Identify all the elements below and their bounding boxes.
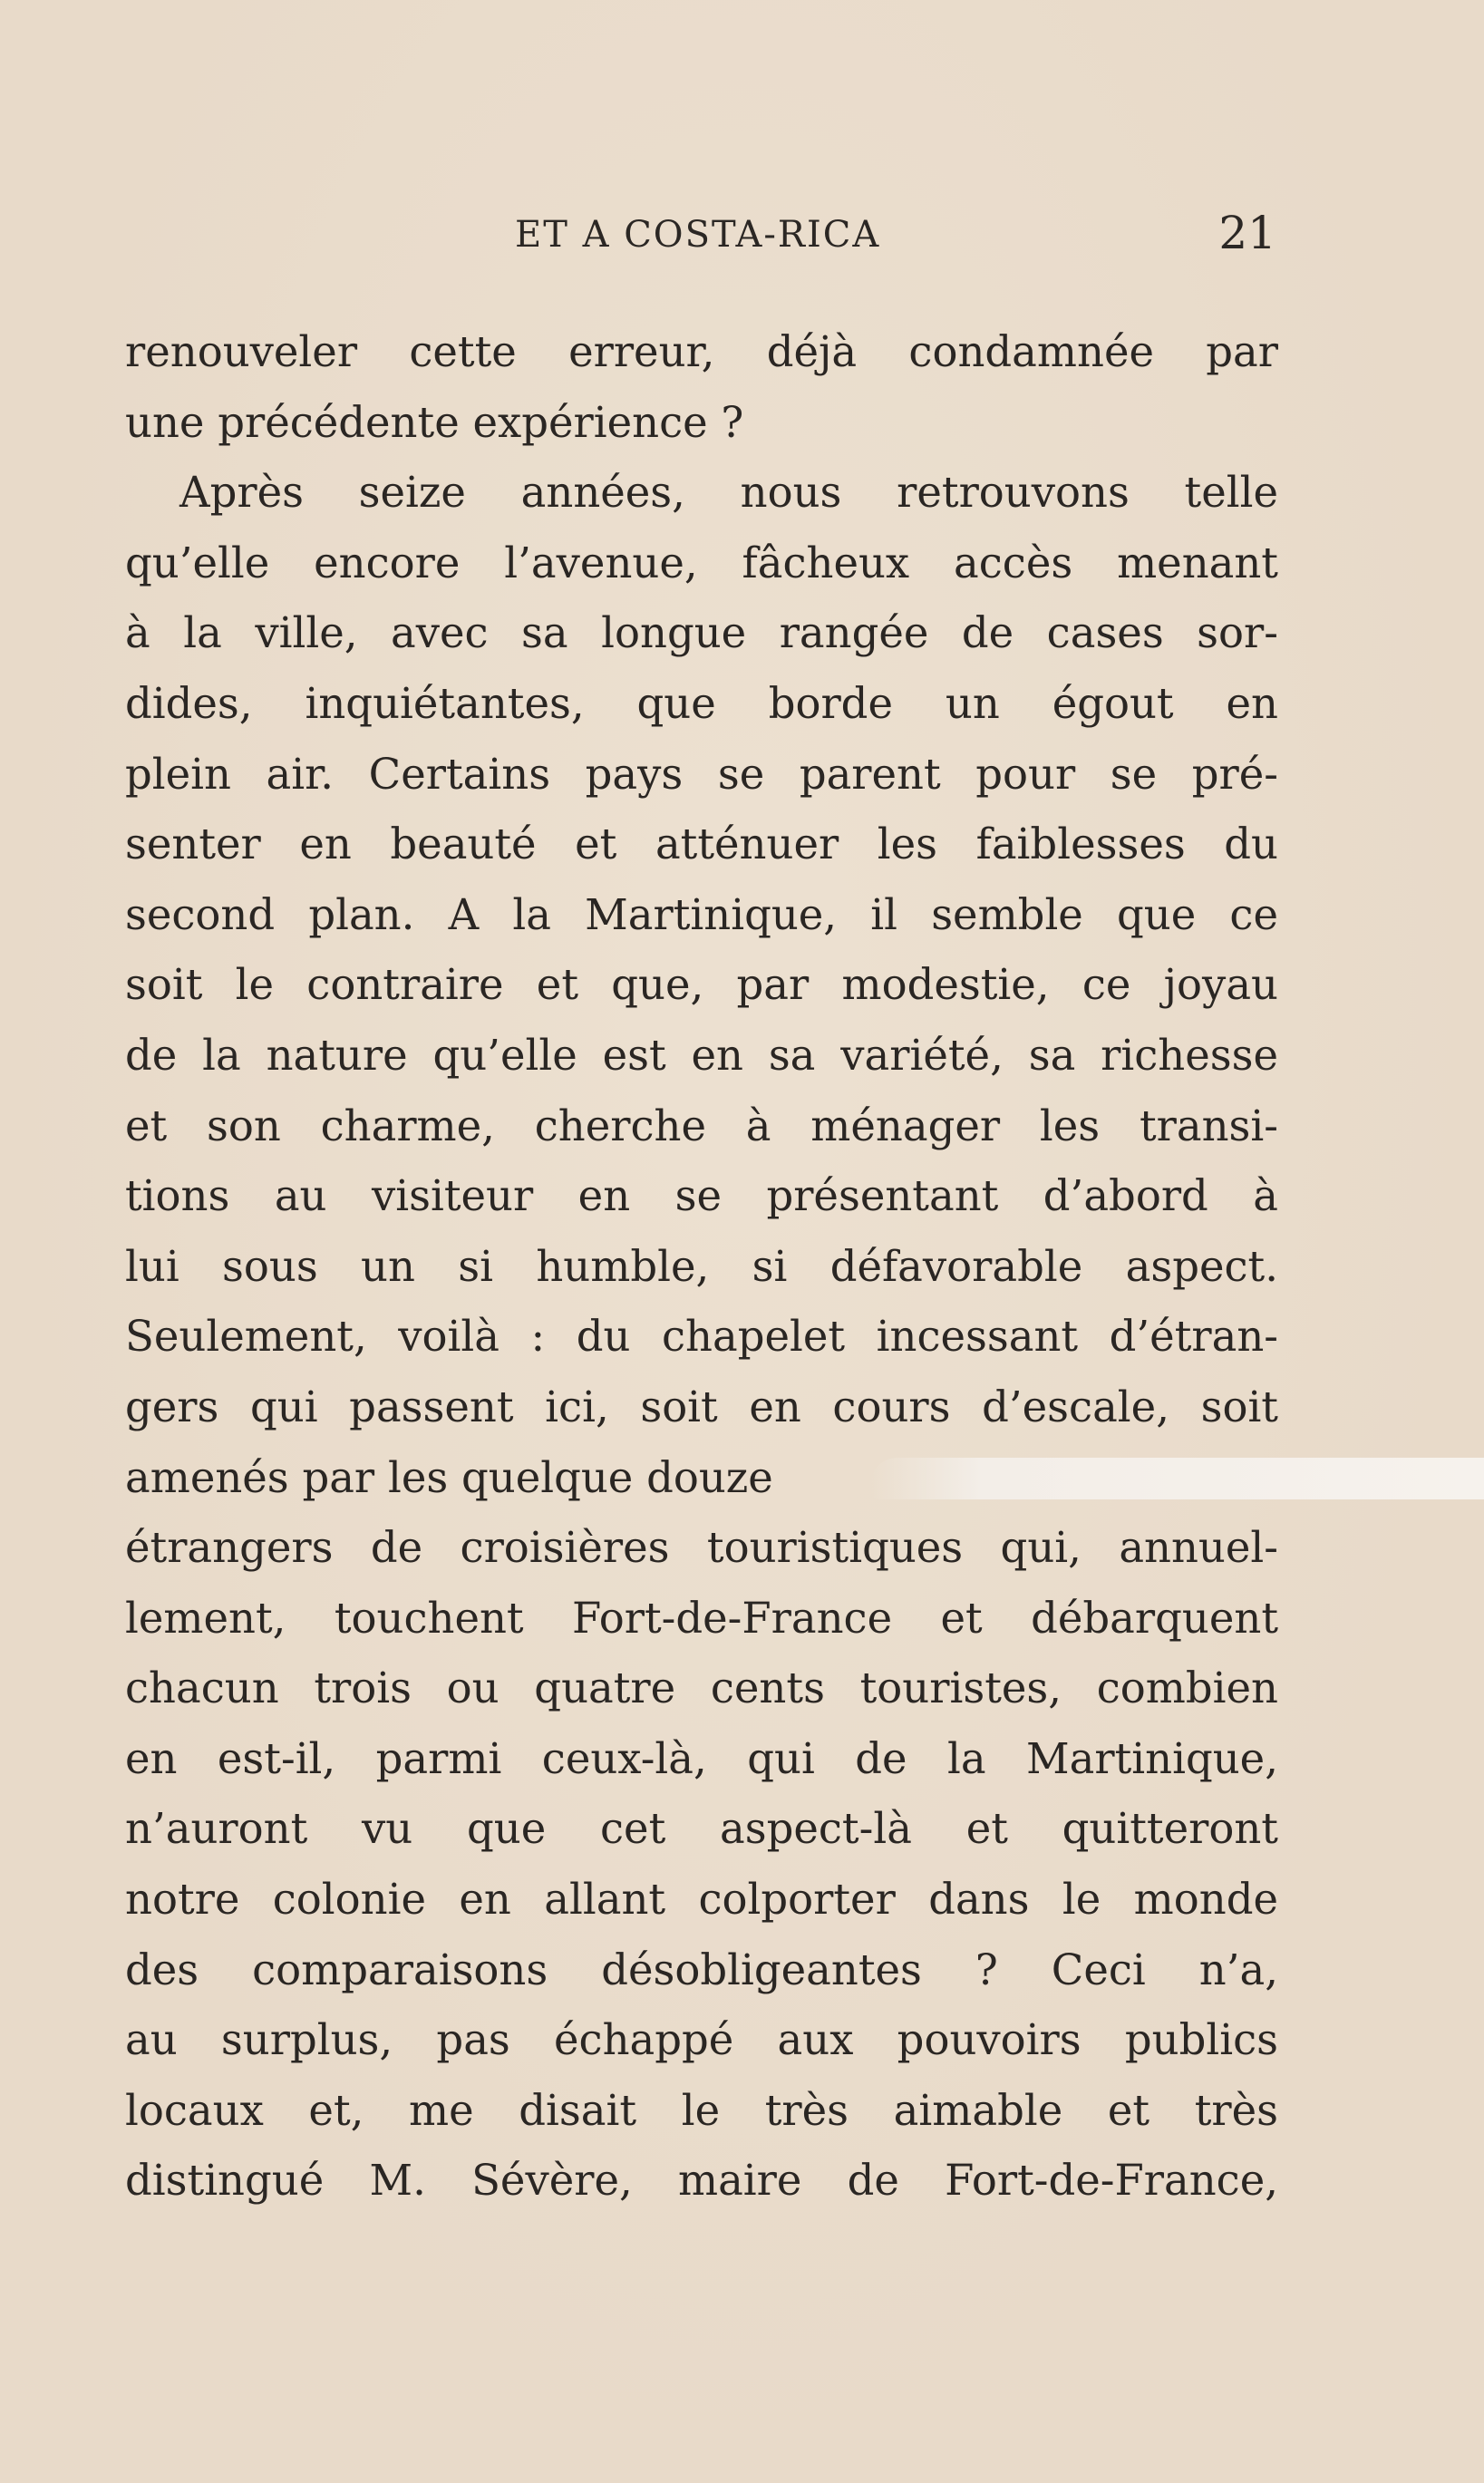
text-line: et son charme, cherche à ménager les transi- [125, 1101, 1278, 1150]
text-line: Après seize années, nous retrouvons telle [179, 468, 1278, 518]
text-line: soit le contraire et que, par modestie, ce joyau [125, 960, 1278, 1010]
page-header [125, 207, 1276, 270]
page-number: 21 [1218, 207, 1276, 259]
text-line: qu’elle encore l’avenue, fâcheux accès menant [125, 538, 1278, 587]
text-line: une précédente expérience ? [125, 397, 744, 447]
text-line: n’auront vu que cet aspect-là et quitteront [125, 1804, 1278, 1854]
text-line: plein air. Certains pays se parent pour se pré- [125, 749, 1278, 799]
text-line: à la ville, avec sa longue rangée de cases sor- [125, 608, 1278, 658]
text-line: en est-il, parmi ceux-là, qui de la Martinique, [125, 1733, 1278, 1783]
text-line: lui sous un si humble, si défavorable aspect. [125, 1241, 1278, 1291]
text-line: dides, inquiétantes, que borde un égout en [125, 678, 1278, 728]
text-line: second plan. A la Martinique, il semble que ce [125, 889, 1278, 939]
text-line: étrangers de croisières touristiques qui, annuel- [125, 1523, 1278, 1573]
text-line: lement, touchent Fort-de-France et débarquent [125, 1593, 1278, 1643]
paper-tear [870, 1458, 1484, 1499]
text-line: de la nature qu’elle est en sa variété, sa richesse [125, 1030, 1278, 1080]
running-title: ET A COSTA-RICA [515, 214, 881, 256]
text-line: Seulement, voilà : du chapelet incessant d’étran- [125, 1312, 1278, 1362]
text-line: tions au visiteur en se présentant d’abord à [125, 1171, 1278, 1221]
body-text [125, 317, 1278, 2216]
text-line: gers qui passent ici, soit en cours d’escale, soit [125, 1382, 1278, 1431]
text-line: senter en beauté et atténuer les faiblesses du [125, 820, 1278, 869]
text-line: au surplus, pas échappé aux pouvoirs publics [125, 2015, 1278, 2065]
text-line: notre colonie en allant colporter dans le monde [125, 1875, 1278, 1925]
text-line: amenés par les quelque douze [125, 1452, 773, 1502]
text-line: chacun trois ou quatre cents touristes, combien [125, 1663, 1278, 1713]
text-line: des comparaisons désobligeantes ? Ceci n’a, [125, 1945, 1278, 1994]
text-line: locaux et, me disait le très aimable et très [125, 2085, 1278, 2135]
text-line: distingué M. Sévère, maire de Fort-de-France, [125, 2156, 1278, 2206]
text-line: renouveler cette erreur, déjà condamnée par [125, 327, 1278, 376]
